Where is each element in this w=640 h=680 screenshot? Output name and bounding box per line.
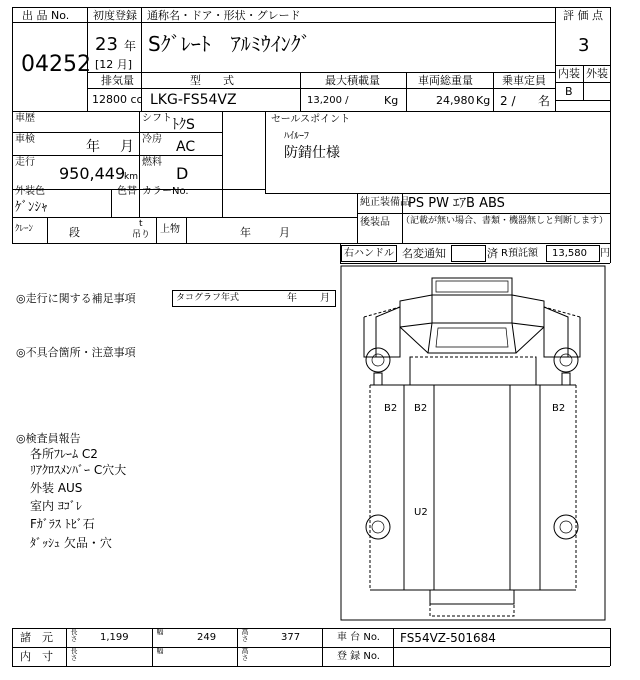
displacement-label: 排気量 bbox=[101, 74, 134, 87]
displacement: 12800 cc bbox=[92, 93, 143, 106]
height-value: 377 bbox=[281, 632, 301, 643]
boarding-year: 年 bbox=[240, 226, 251, 239]
score-label: 評 価 点 bbox=[563, 9, 603, 22]
fuel-label: 燃料 bbox=[142, 157, 162, 168]
equipment-label: 純正装備品 bbox=[360, 197, 410, 208]
capacity: 2 / bbox=[500, 94, 516, 108]
shift-label: シフト bbox=[142, 113, 172, 124]
inspector-line-5: Fｶﾞﾗｽ ﾄﾋﾞ石 bbox=[30, 517, 95, 531]
damage-mark-4: U2 bbox=[414, 507, 428, 518]
sales-point-1: ﾊｲﾙｰﾌ bbox=[284, 131, 309, 142]
boarding-label: 上物 bbox=[160, 224, 180, 235]
inner-width-label: 幅 bbox=[156, 647, 164, 655]
max-load-label: 最大積載量 bbox=[325, 74, 380, 87]
capacity-unit: 名 bbox=[538, 94, 551, 108]
vehicle-grade: Sｸﾞﾚｰﾄ ｱﾙﾐｳｲﾝｸﾞ bbox=[148, 32, 311, 56]
height-label: 高さ bbox=[241, 628, 249, 643]
crane-label: ｸﾚｰﾝ bbox=[15, 224, 34, 234]
lot-number-label: 出 品 No. bbox=[22, 9, 70, 22]
defects-label: ◎不具合箇所・注意事項 bbox=[16, 346, 136, 359]
inspector-line-1: 各所ﾌﾚｰﾑ C2 bbox=[30, 447, 98, 461]
interior-grade: B bbox=[565, 85, 573, 98]
tachograph-label: タコグラフ年式 bbox=[176, 293, 240, 303]
shift-value: ﾄｸS bbox=[172, 117, 195, 133]
aftermarket-label: 後装品 bbox=[360, 217, 390, 228]
width-label: 幅 bbox=[156, 628, 164, 636]
inspector-report-label: ◎検査員報告 bbox=[16, 432, 81, 445]
steering-box bbox=[341, 245, 397, 262]
grade-label: 通称名・ドア・形状・グレード bbox=[147, 9, 301, 22]
capacity-label: 乗車定員 bbox=[502, 74, 546, 87]
recycle-paid-label: 済 bbox=[487, 247, 498, 260]
inner-dimensions-label: 内 寸 bbox=[20, 650, 53, 663]
crane-hang: 吊り bbox=[132, 230, 151, 240]
sales-points-label: セールスポイント bbox=[271, 114, 351, 125]
dimensions-label: 諸 元 bbox=[20, 631, 53, 644]
gross-weight-label: 車両総重量 bbox=[418, 74, 473, 87]
inspection-month: 月 bbox=[120, 139, 134, 155]
inner-length-label: 長さ bbox=[70, 647, 78, 662]
max-load-unit: Kg bbox=[384, 94, 399, 107]
registration-number-label: 登 録 No. bbox=[337, 651, 380, 662]
inner-height-label: 高さ bbox=[241, 647, 249, 662]
inspection-year: 年 bbox=[86, 139, 100, 155]
name-change-box bbox=[451, 245, 486, 262]
model-code: LKG-FS54VZ bbox=[150, 92, 237, 108]
inspector-line-4: 室内 ﾖｺﾞﾚ bbox=[30, 499, 82, 513]
tachograph-year: 年 bbox=[287, 293, 297, 304]
crane-stage: 段 bbox=[69, 226, 80, 239]
registration-year-unit: 年 bbox=[124, 39, 137, 53]
equipment-list: PS PW ｴｱB ABS bbox=[408, 196, 505, 211]
damage-mark-3: B2 bbox=[552, 403, 566, 414]
model-label: 型 式 bbox=[190, 74, 234, 87]
overall-score: 3 bbox=[578, 35, 590, 56]
first-registration-label: 初度登録 bbox=[93, 9, 137, 22]
color-code-label: カラーNo. bbox=[142, 186, 189, 197]
recycle-unit: 円 bbox=[600, 248, 610, 259]
exterior-color-label: 外装色 bbox=[15, 186, 45, 197]
name-change-label: 名変通知 bbox=[402, 247, 446, 260]
exterior-color: ｹﾞﾝｼｬ bbox=[15, 200, 48, 215]
max-load: 13,200 / bbox=[307, 95, 349, 106]
sales-point-2: 防錆仕様 bbox=[284, 145, 340, 161]
crane-ton: t bbox=[139, 219, 143, 229]
tachograph-month: 月 bbox=[320, 293, 330, 304]
fuel-value: D bbox=[176, 164, 189, 183]
gross-weight-unit: Kg bbox=[476, 94, 491, 107]
recycle-amount: 13,580 bbox=[552, 248, 587, 259]
length-label: 長さ bbox=[70, 628, 78, 643]
registration-month: [12 月] bbox=[95, 58, 133, 71]
exterior-label: 外装 bbox=[586, 67, 608, 80]
lot-number: 04252 bbox=[21, 52, 91, 77]
inspection-label: 車検 bbox=[15, 134, 35, 145]
color-change-label: 色替 bbox=[117, 186, 137, 197]
chassis-number: FS54VZ-501684 bbox=[400, 631, 496, 645]
aftermarket-note: （記載が無い場合、書類・機器無しと判断します） bbox=[401, 216, 609, 226]
mileage-value: 950,449 bbox=[59, 164, 126, 183]
chassis-label: 車 台 No. bbox=[337, 632, 380, 643]
ac-label: 冷房 bbox=[142, 134, 162, 145]
length-value: 1,199 bbox=[100, 632, 129, 643]
steering-side: 右ハンドル bbox=[344, 248, 394, 259]
gross-weight: 24,980 bbox=[436, 94, 475, 107]
driving-notes-label: ◎走行に関する補足事項 bbox=[16, 292, 136, 305]
mileage-label: 走行 bbox=[15, 157, 35, 168]
history-label: 車歴 bbox=[15, 113, 35, 124]
damage-mark-1: B2 bbox=[384, 403, 398, 414]
inspector-line-3: 外装 AUS bbox=[30, 481, 83, 495]
vehicle-diagram bbox=[340, 265, 606, 625]
width-value: 249 bbox=[197, 632, 217, 643]
recycle-label: R預託額 bbox=[501, 248, 538, 259]
inspector-line-2: ﾘｱｸﾛｽﾒﾝﾊﾞｰ C穴大 bbox=[30, 463, 127, 477]
ac-value: AC bbox=[176, 139, 196, 155]
inspector-line-6: ﾀﾞｯｼｭ 欠品・穴 bbox=[30, 536, 112, 550]
boarding-month: 月 bbox=[279, 226, 290, 239]
interior-label: 内装 bbox=[558, 67, 580, 80]
damage-mark-2: B2 bbox=[414, 403, 428, 414]
mileage-unit: km bbox=[124, 172, 138, 182]
registration-year: 23 bbox=[95, 34, 118, 55]
